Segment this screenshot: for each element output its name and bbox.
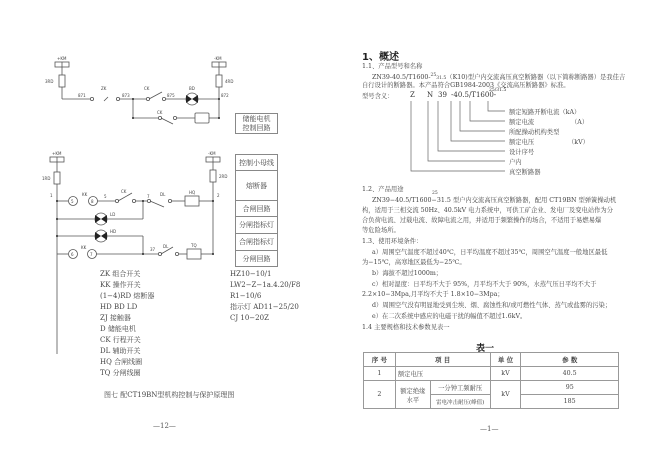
side-label: 分闸指标灯 <box>236 217 277 234</box>
superscript: 25 <box>432 191 438 196</box>
switch-label: ZK <box>101 86 107 91</box>
contact-label: 8 <box>91 199 94 204</box>
node-label: 1 <box>50 193 53 198</box>
legend-row: CK 行程开关 <box>100 336 141 344</box>
model-desc: 额定电压 <box>509 139 535 146</box>
bus-label: +KM <box>52 151 62 156</box>
node-label: 2 <box>217 193 220 198</box>
paragraph-line: 等危险场所。 <box>362 227 400 234</box>
bus-label: -KM <box>208 151 216 156</box>
paragraph-line: c）相对湿度：日平均不大于 95%，月平均不大于 90%，水蒸气压日平均不大于 <box>372 281 597 288</box>
model-part: 25/31.5 <box>489 88 507 93</box>
side-label: 合闸回路 <box>236 201 277 217</box>
contact-label: 7 <box>90 252 93 257</box>
paragraph-line: b）海拔不超过1000m； <box>372 270 443 277</box>
table-cell: kV <box>490 381 521 409</box>
side-label: 熔断器 <box>236 171 277 201</box>
switch-label: KK <box>81 245 87 250</box>
paragraph-line: 合负荷电流、过载电流、故障电流之用，并适用于频繁操作的场合，不适用于易燃易爆 <box>362 217 602 224</box>
figure-caption: 图七 配CT19BN型机构控制与保护原理图 <box>104 391 235 399</box>
switch-label: DL <box>163 244 169 249</box>
table-cell: 185 <box>521 395 619 409</box>
side-label: 分闸回路 <box>242 255 271 263</box>
section-title: 1.4 主要规格和技术参数见表一 <box>362 324 450 331</box>
switch-label: DL <box>160 192 166 197</box>
table-title: 表一 <box>476 344 495 354</box>
side-label: 控制小母线 <box>236 155 277 171</box>
model-part: N <box>427 91 434 99</box>
model-part: -40.5/T1600- <box>451 91 497 99</box>
switch-label: CK <box>121 189 127 194</box>
fuse-label: 4RD <box>225 79 234 84</box>
model-part: Z <box>410 91 415 99</box>
paragraph-line: 构，适用于三相交流 50Hz、40.5kV 电力系统中，可供工矿企业、发电厂及变电站作为分 <box>362 207 614 214</box>
section-title: 1.3、使用环境条件： <box>362 238 423 245</box>
model-desc: 户内 <box>509 159 522 166</box>
node-label: 872 <box>221 93 229 98</box>
model-desc: 额定短路开断电流（kA） <box>509 109 581 116</box>
model-desc: 额定电流 <box>509 119 535 126</box>
model-label: 型号含义： <box>362 93 394 100</box>
table-header: 单 位 <box>490 353 521 367</box>
paragraph-line: 为−15℃，高寒地区最低为−25℃。 <box>362 259 466 266</box>
legend-row: DL 辅助开关 <box>100 347 141 355</box>
model-desc-unit: （A） <box>571 119 589 126</box>
side-label: 合闸指标灯 <box>236 234 277 251</box>
model-desc: 设计序号 <box>509 149 535 156</box>
coil-label: HQ <box>189 190 196 195</box>
page-number: —1— <box>480 425 499 433</box>
model-desc: 所配操动机构类型 <box>509 129 560 136</box>
lamp-label: BD <box>189 86 195 91</box>
paragraph-line: ZN39-40.5/T1600-$^{25}$31.5（K10)型户内交流高压真空断路器（以下简称断路器）是我佳吉 <box>372 73 626 82</box>
table-cell: 1 <box>364 367 396 381</box>
switch-label: CK <box>157 110 163 115</box>
table-header: 参 数 <box>521 353 619 367</box>
paragraph-line: 自行设计的断路器。本产品符合GB1984-2003《交流高压断路器》标准。 <box>362 82 570 89</box>
coil-label: TQ <box>191 243 197 248</box>
contact-label: 6 <box>71 252 74 257</box>
side-label: 控制回路 <box>242 123 271 132</box>
node-label: 871 <box>78 93 86 98</box>
fuse-label: 2RD <box>219 174 228 179</box>
paragraph-line: ZN39−40.5/T1600−31.5 型户内交流高压真空断路器，配用 CT19BN 型弹簧操动机 <box>372 197 617 204</box>
table-cell: kV <box>490 367 521 381</box>
section-heading: 1、概述 <box>362 52 399 63</box>
model-part: 39 <box>438 91 447 99</box>
node-label: 875 <box>167 93 175 98</box>
lamp-label: HD <box>110 229 117 234</box>
table-cell: 额定电压 <box>395 367 490 381</box>
wire-label: 7 <box>147 194 150 199</box>
table-header: 序 号 <box>364 353 396 367</box>
switch-label: KK <box>82 192 88 197</box>
wire-label: 5 <box>104 194 107 199</box>
table-header: 项 目 <box>395 353 490 367</box>
legend-row: KK 操作开关 LW2−Z−1a.4.20/F8 <box>100 281 301 289</box>
table-cell: 40.5 <box>521 367 619 381</box>
fuse-label: 3RD <box>45 79 54 84</box>
table-cell: 额定绝缘水平 <box>395 381 430 409</box>
paragraph-line: e）在二次系统中感应的电磁干扰的幅值不超过1.6kV。 <box>372 313 527 320</box>
legend-row: HQ 合闸线圈 <box>100 358 143 366</box>
legend-row: TQ 分闸线圈 <box>100 369 141 377</box>
contact-label: 5 <box>71 199 74 204</box>
paragraph-line: a）周围空气温度不超过40℃，日平均温度不超过35℃，周围空气温度一般地区最低 <box>372 249 608 256</box>
paragraph-line: 2.2×10−3Mpa,月平均不大于 1.8×10−3Mpa； <box>362 291 504 298</box>
fuse-label: 1RD <box>42 176 51 181</box>
section-title: 1.2、产品用途 <box>362 186 404 193</box>
node-label: 873 <box>122 93 130 98</box>
legend-row: D 储能电机 <box>100 325 136 333</box>
model-desc-unit: （kV） <box>568 139 589 146</box>
table-cell: 2 <box>364 381 396 409</box>
bus-label: +KM <box>57 56 67 61</box>
table-header-row <box>364 353 619 367</box>
paragraph-line: d）周围空气没有明显地受到尘埃、烟、腐蚀性和/或可燃性气体、蒸气或盐雾的污染； <box>372 302 612 309</box>
page-number: —12— <box>153 422 176 430</box>
table-cell: 雷电冲击耐压(峰值) <box>430 395 490 409</box>
table-cell: 95 <box>521 381 619 395</box>
bus-label: -KM <box>214 56 222 61</box>
table-row <box>364 367 619 381</box>
legend-row: ZK 组合开关 HZ10−10/1 <box>100 270 272 278</box>
legend-row: HD BD LD 指示灯 AD11−25/20 <box>100 303 299 311</box>
wire-label: 37 <box>150 247 156 252</box>
table-cell: 一分钟工频耐压 <box>430 381 490 395</box>
parameter-table <box>363 352 619 409</box>
legend-row: ZJ 接触器 CJ 10−20Z <box>100 314 269 322</box>
section-title: 1.1、产品型号和名称 <box>362 63 423 70</box>
switch-label: CK <box>144 86 150 91</box>
legend-row: (1−4)RD 熔断器 R1−10/6 <box>100 292 262 300</box>
side-label: 储能电机 <box>242 114 271 123</box>
table-row <box>364 381 619 395</box>
lamp-label: LD <box>110 212 116 217</box>
model-desc: 真空断路器 <box>509 169 541 176</box>
